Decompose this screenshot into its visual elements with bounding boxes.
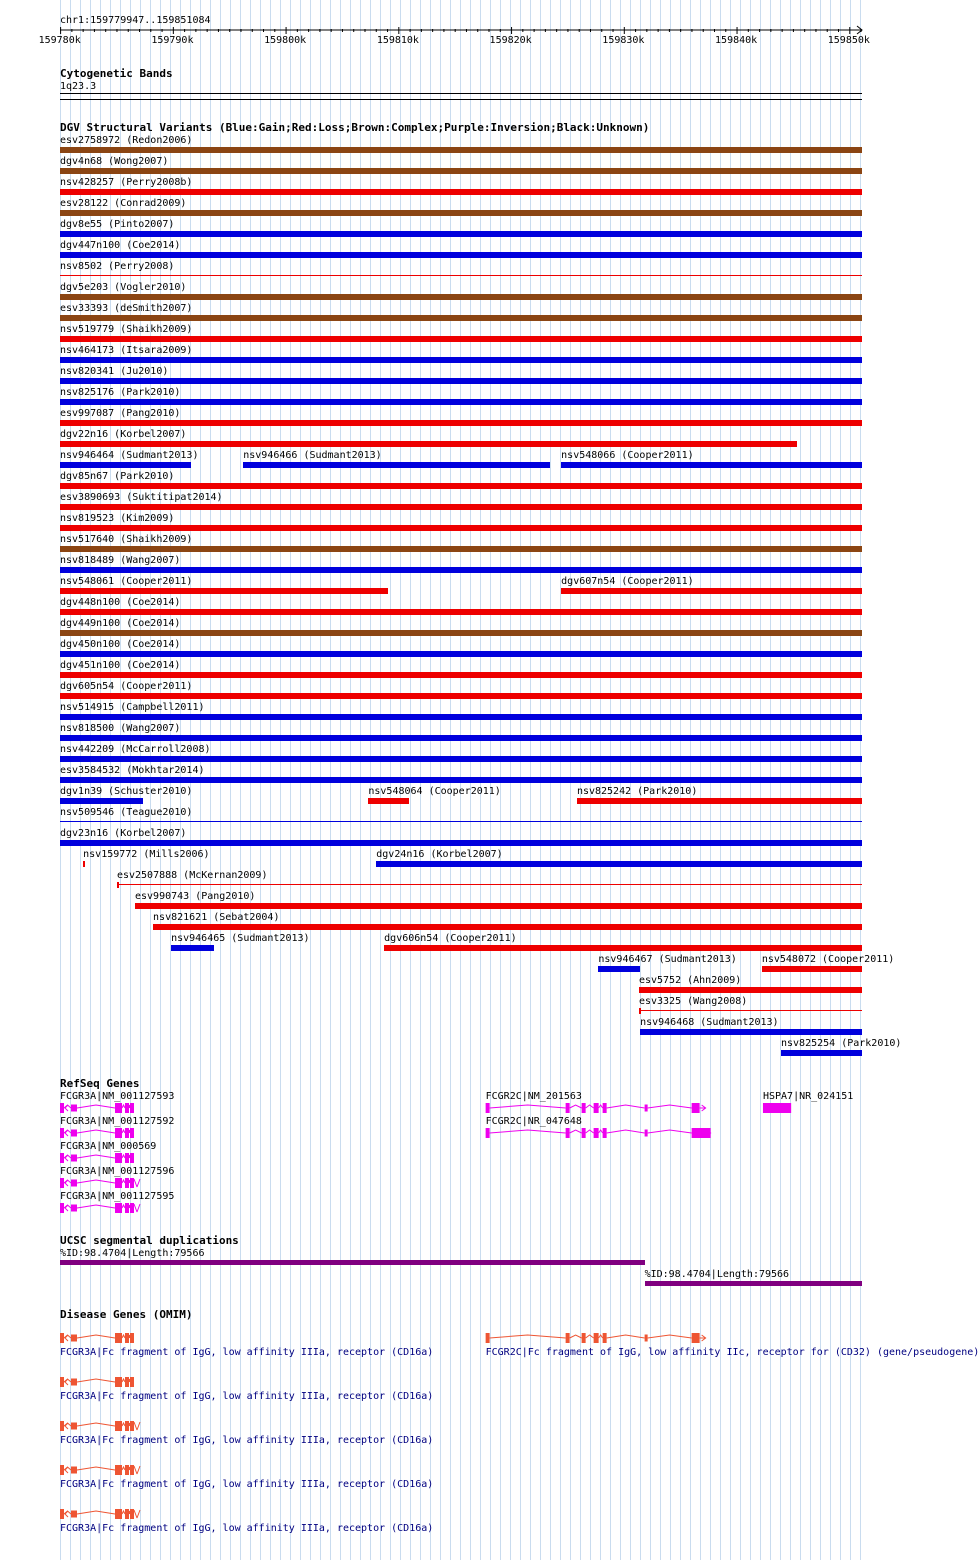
- sv-label: nsv548072 (Cooper2011): [761, 954, 895, 965]
- disease-gene-label: FCGR3A|Fc fragment of IgG, low affinity IIIa, receptor (CD16a): [60, 1347, 434, 1358]
- ruler-tick-label: 159780k: [38, 35, 81, 46]
- disease-gene-label: FCGR3A|Fc fragment of IgG, low affinity IIIa, receptor (CD16a): [60, 1523, 434, 1534]
- sv-label: nsv821621 (Sebat2004): [153, 912, 280, 923]
- gene-exon: [566, 1333, 570, 1343]
- sv-label: nsv825242 (Park2010): [576, 786, 698, 797]
- sv-label: nsv818489 (Wang2007): [60, 555, 181, 566]
- sv-label: nsv946467 (Sudmant2013): [598, 954, 737, 965]
- gene-label: FCGR3A|NM_000569: [60, 1141, 157, 1152]
- sv-label: dgv448n100 (Coe2014): [60, 597, 181, 608]
- sv-label: dgv4n68 (Wong2007): [60, 156, 169, 167]
- omim-track-title: Disease Genes (OMIM): [60, 1308, 193, 1321]
- sv-label: dgv5e203 (Vogler2010): [60, 282, 187, 293]
- gene-exon: [71, 1335, 77, 1342]
- gene-label: FCGR3A|NM_001127592: [60, 1116, 175, 1127]
- strand-arrow-icon: [65, 1335, 68, 1341]
- sv-label: dgv605n54 (Cooper2011): [60, 681, 193, 692]
- gene-label: HSPA7|NR_024151: [762, 1091, 854, 1102]
- gene-exon: [71, 1423, 77, 1430]
- sv-label: dgv447n100 (Coe2014): [60, 240, 181, 251]
- gene-exon: [125, 1377, 129, 1387]
- gene-exon: [115, 1421, 122, 1431]
- sv-label: dgv23n16 (Korbel2007): [60, 828, 187, 839]
- cytoband-label: 1q23.3: [60, 81, 97, 92]
- disease-gene-label: FCGR3A|Fc fragment of IgG, low affinity IIIa, receptor (CD16a): [60, 1391, 434, 1402]
- sv-label: nsv428257 (Perry2008b): [60, 177, 193, 188]
- sv-label: nsv548061 (Cooper2011): [60, 576, 193, 587]
- sv-label: esv2507888 (McKernan2009): [116, 870, 268, 881]
- gene-label: FCGR3A|NM_001127596: [60, 1166, 175, 1177]
- sv-label: dgv24n16 (Korbel2007): [376, 849, 503, 860]
- sv-label: esv2758972 (Redon2006): [60, 135, 193, 146]
- ruler-tick-label: 159810k: [376, 35, 419, 46]
- gene-exon: [130, 1421, 134, 1431]
- sv-label: dgv606n54 (Cooper2011): [384, 933, 517, 944]
- sv-label: dgv1n39 (Schuster2010): [60, 786, 193, 797]
- gene-exon: [692, 1333, 700, 1343]
- ruler-tick-label: 159800k: [264, 35, 307, 46]
- sv-label: nsv464173 (Itsara2009): [60, 345, 193, 356]
- segdup-label: %ID:98.4704|Length:79566: [60, 1248, 205, 1259]
- sv-label: nsv548064 (Cooper2011): [368, 786, 501, 797]
- sv-label: nsv946465 (Sudmant2013): [171, 933, 310, 944]
- gene-exon: [71, 1467, 77, 1474]
- gene-exon: [60, 1377, 64, 1387]
- sv-label: esv33393 (deSmith2007): [60, 303, 193, 314]
- sv-label: dgv607n54 (Cooper2011): [561, 576, 694, 587]
- refseq-track-title: RefSeq Genes: [60, 1077, 140, 1090]
- sv-label: esv3325 (Wang2008): [638, 996, 748, 1007]
- gene-branch-icon: [134, 1422, 140, 1430]
- sv-label: nsv946468 (Sudmant2013): [640, 1017, 779, 1028]
- ruler-tick-label: 159820k: [489, 35, 532, 46]
- gene-exon: [60, 1421, 64, 1431]
- sv-label: nsv825176 (Park2010): [60, 387, 181, 398]
- gene-exon: [71, 1511, 77, 1518]
- sv-label: nsv946466 (Sudmant2013): [243, 450, 382, 461]
- sv-label: dgv85n67 (Park2010): [60, 471, 175, 482]
- ruler-tick-label: 159840k: [715, 35, 758, 46]
- gene-exon: [60, 1465, 64, 1475]
- gene-exon: [125, 1333, 129, 1343]
- gene-exon: [645, 1335, 648, 1342]
- sv-label: esv990743 (Pang2010): [135, 891, 256, 902]
- cytobands-title: Cytogenetic Bands: [60, 67, 173, 80]
- gene-exon: [125, 1509, 129, 1519]
- strand-arrow-icon: [65, 1467, 68, 1473]
- sv-label: dgv451n100 (Coe2014): [60, 660, 181, 671]
- gene-exon: [582, 1333, 586, 1343]
- sv-label: nsv820341 (Ju2010): [60, 366, 169, 377]
- sv-label: nsv517640 (Shaikh2009): [60, 534, 193, 545]
- gene-label: FCGR3A|NM_001127595: [60, 1191, 175, 1202]
- sv-label: nsv442209 (McCarroll2008): [60, 744, 211, 755]
- sv-label: nsv8502 (Perry2008): [60, 261, 175, 272]
- disease-gene-label: FCGR3A|Fc fragment of IgG, low affinity IIIa, receptor (CD16a): [60, 1435, 434, 1446]
- sv-label: nsv514915 (Campbell2011): [60, 702, 205, 713]
- gene-exon: [60, 1509, 64, 1519]
- gene-exon: [125, 1421, 129, 1431]
- segdup-label: %ID:98.4704|Length:79566: [644, 1269, 790, 1280]
- gene-exon: [115, 1333, 122, 1343]
- gene-exon: [60, 1333, 64, 1343]
- segdup-track-title: UCSC segmental duplications: [60, 1234, 239, 1247]
- gene-exon: [115, 1377, 122, 1387]
- sv-label: nsv946464 (Sudmant2013): [60, 450, 199, 461]
- gene-label: FCGR2C|NR_047648: [485, 1116, 582, 1127]
- gene-branch-icon: [134, 1510, 140, 1518]
- sv-label: dgv449n100 (Coe2014): [60, 618, 181, 629]
- ruler-tick-label: 159830k: [602, 35, 645, 46]
- sv-label: dgv8e55 (Pinto2007): [60, 219, 175, 230]
- strand-arrow-icon: [65, 1379, 68, 1385]
- sv-label: nsv818500 (Wang2007): [60, 723, 181, 734]
- gene-exon: [115, 1509, 122, 1519]
- dgv-track-title: DGV Structural Variants (Blue:Gain;Red:Loss;Brown:Complex;Purple:Inversion;Black:Unknown): [60, 121, 650, 134]
- sv-label: nsv519779 (Shaikh2009): [60, 324, 193, 335]
- gene-exon: [125, 1465, 129, 1475]
- strand-arrow-icon: [65, 1511, 68, 1517]
- gene-branch-icon: [134, 1466, 140, 1474]
- sv-label: esv3584532 (Mokhtar2014): [60, 765, 205, 776]
- gene-exon: [115, 1465, 122, 1475]
- gene-exon: [594, 1333, 599, 1343]
- gene-exon: [130, 1333, 134, 1343]
- gene-exon: [130, 1377, 134, 1387]
- sv-label: nsv509546 (Teague2010): [60, 807, 193, 818]
- gene-exon: [486, 1333, 490, 1343]
- ruler-tick-label: 159850k: [827, 35, 870, 46]
- sv-label: nsv548066 (Cooper2011): [561, 450, 694, 461]
- disease-gene-label: FCGR2C|Fc fragment of IgG, low affinity IIc, receptor for (CD32) (gene/pseudogene): [485, 1347, 979, 1358]
- gene-label: FCGR2C|NM_201563: [485, 1091, 582, 1102]
- gene-exon: [603, 1333, 607, 1343]
- sv-label: esv28122 (Conrad2009): [60, 198, 187, 209]
- sv-label: esv997087 (Pang2010): [60, 408, 181, 419]
- sv-label: nsv159772 (Mills2006): [83, 849, 210, 860]
- sv-label: nsv819523 (Kim2009): [60, 513, 175, 524]
- gene-exon: [130, 1509, 134, 1519]
- ruler-tick-label: 159790k: [151, 35, 194, 46]
- gene-exon: [130, 1465, 134, 1475]
- strand-arrow-icon: [65, 1423, 68, 1429]
- sv-label: dgv450n100 (Coe2014): [60, 639, 181, 650]
- sv-label: esv3890693 (Suktitipat2014): [60, 492, 223, 503]
- sv-label: nsv825254 (Park2010): [781, 1038, 902, 1049]
- sv-label: esv5752 (Ahn2009): [638, 975, 742, 986]
- disease-gene-label: FCGR3A|Fc fragment of IgG, low affinity IIIa, receptor (CD16a): [60, 1479, 434, 1490]
- gene-intron-line: [490, 1335, 692, 1338]
- gene-label: FCGR3A|NM_001127593: [60, 1091, 175, 1102]
- sv-label: dgv22n16 (Korbel2007): [60, 429, 187, 440]
- gene-exon: [71, 1379, 77, 1386]
- ruler-location: chr1:159779947..159851084: [60, 15, 211, 26]
